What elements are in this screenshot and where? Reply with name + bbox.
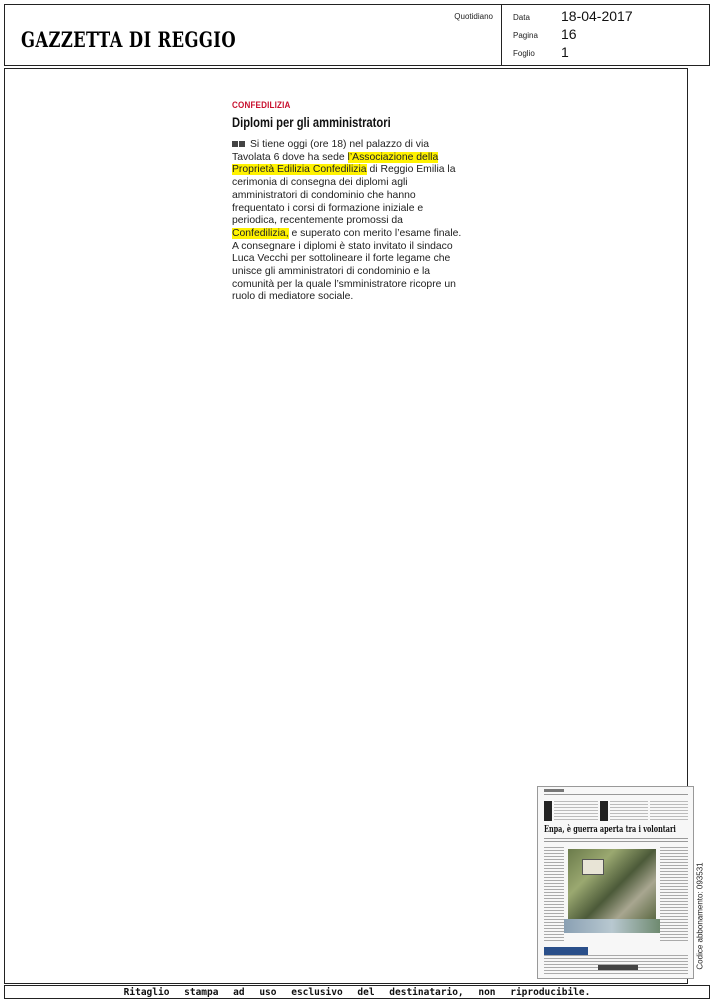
article-line bbox=[232, 228, 477, 241]
article-text: ruolo di mediatore sociale. bbox=[232, 291, 354, 303]
article-body bbox=[232, 139, 477, 304]
article-line bbox=[232, 190, 477, 203]
article-text: di Reggio Emilia la bbox=[366, 164, 456, 176]
article-line bbox=[232, 266, 477, 279]
article-text: A consegnare i diplomi è stato invitato il sindaco bbox=[232, 240, 453, 252]
meta-value: 1 bbox=[561, 44, 569, 60]
article-line bbox=[232, 203, 477, 216]
article-line bbox=[232, 215, 477, 228]
article-line bbox=[232, 139, 477, 152]
article-text: unisce gli amministratori di condominio e la bbox=[232, 266, 431, 278]
thumbnail-headline: Enpa, è guerra aperta tra i volontari bbox=[544, 825, 676, 835]
article-text: cerimonia di consegna dei diplomi agli bbox=[232, 177, 408, 189]
highlighted-text: Proprietà Edilizia Confedilizia bbox=[232, 164, 367, 176]
meta-value: 18-04-2017 bbox=[561, 8, 633, 24]
meta-label: Pagina bbox=[513, 31, 538, 40]
thumbnail-topbar bbox=[544, 791, 688, 795]
subscription-code bbox=[690, 848, 710, 983]
meta-row-date bbox=[513, 8, 703, 26]
highlighted-text: l’Associazione della bbox=[347, 151, 439, 163]
clipping-header bbox=[4, 4, 710, 66]
article-title: Diplomi per gli amministratori bbox=[232, 114, 391, 130]
masthead-box bbox=[5, 5, 502, 65]
article-text: Luca Vecchi per sottolineare il forte legame che bbox=[232, 253, 451, 265]
article-line bbox=[232, 279, 477, 292]
article-text: Si tiene oggi (ore 18) nel palazzo di via bbox=[250, 139, 430, 150]
article-kicker: CONFEDILIZIA bbox=[232, 100, 291, 111]
meta-value: 16 bbox=[561, 26, 577, 42]
thumbnail-ad-bar bbox=[598, 965, 638, 970]
bullet-icon bbox=[239, 141, 245, 147]
masthead-logo: GAZZETTA DI REGGIO bbox=[21, 27, 237, 52]
thumbnail-photo-inset bbox=[582, 859, 604, 875]
article-line bbox=[232, 253, 477, 266]
publication-type: Quotidiano bbox=[454, 12, 493, 21]
thumbnail-subheadline bbox=[544, 838, 688, 844]
meta-row-page bbox=[513, 26, 703, 44]
article-text: e superato con merito l’esame finale. bbox=[288, 227, 462, 239]
article-line bbox=[232, 291, 477, 304]
highlighted-text: Confedilizia, bbox=[232, 227, 289, 239]
article-text: Tavolata 6 dove ha sede bbox=[232, 151, 348, 163]
meta-label: Foglio bbox=[513, 49, 535, 58]
article bbox=[232, 100, 482, 304]
meta-label: Data bbox=[513, 13, 530, 22]
article-text: frequentato i corsi di formazione iniziale e bbox=[232, 202, 424, 214]
thumbnail-ad-label bbox=[544, 947, 588, 955]
thumbnail-photo-strip bbox=[564, 919, 660, 933]
meta-box bbox=[505, 5, 709, 65]
thumbnail-column bbox=[660, 847, 688, 943]
page-thumbnail bbox=[537, 786, 694, 979]
article-text: comunità per la quale l’smministratore ricopre un bbox=[232, 278, 456, 290]
bullet-icon bbox=[232, 141, 238, 147]
article-line bbox=[232, 152, 477, 165]
article-line bbox=[232, 164, 477, 177]
article-text: periodica, recentemente promossi da bbox=[232, 215, 403, 227]
footer-bar bbox=[4, 985, 710, 999]
article-line bbox=[232, 177, 477, 190]
meta-row-sheet bbox=[513, 44, 703, 62]
footer-disclaimer: Ritaglio stampa ad uso esclusivo del destinatario, non riproducibile. bbox=[123, 987, 591, 998]
article-line bbox=[232, 241, 477, 254]
thumbnail-top-blocks bbox=[544, 801, 688, 823]
thumbnail-column bbox=[544, 847, 564, 943]
article-text: amministratori di condominio che hanno bbox=[232, 189, 416, 201]
subscription-code-text: Codice abbonamento: 093531 bbox=[695, 861, 705, 970]
